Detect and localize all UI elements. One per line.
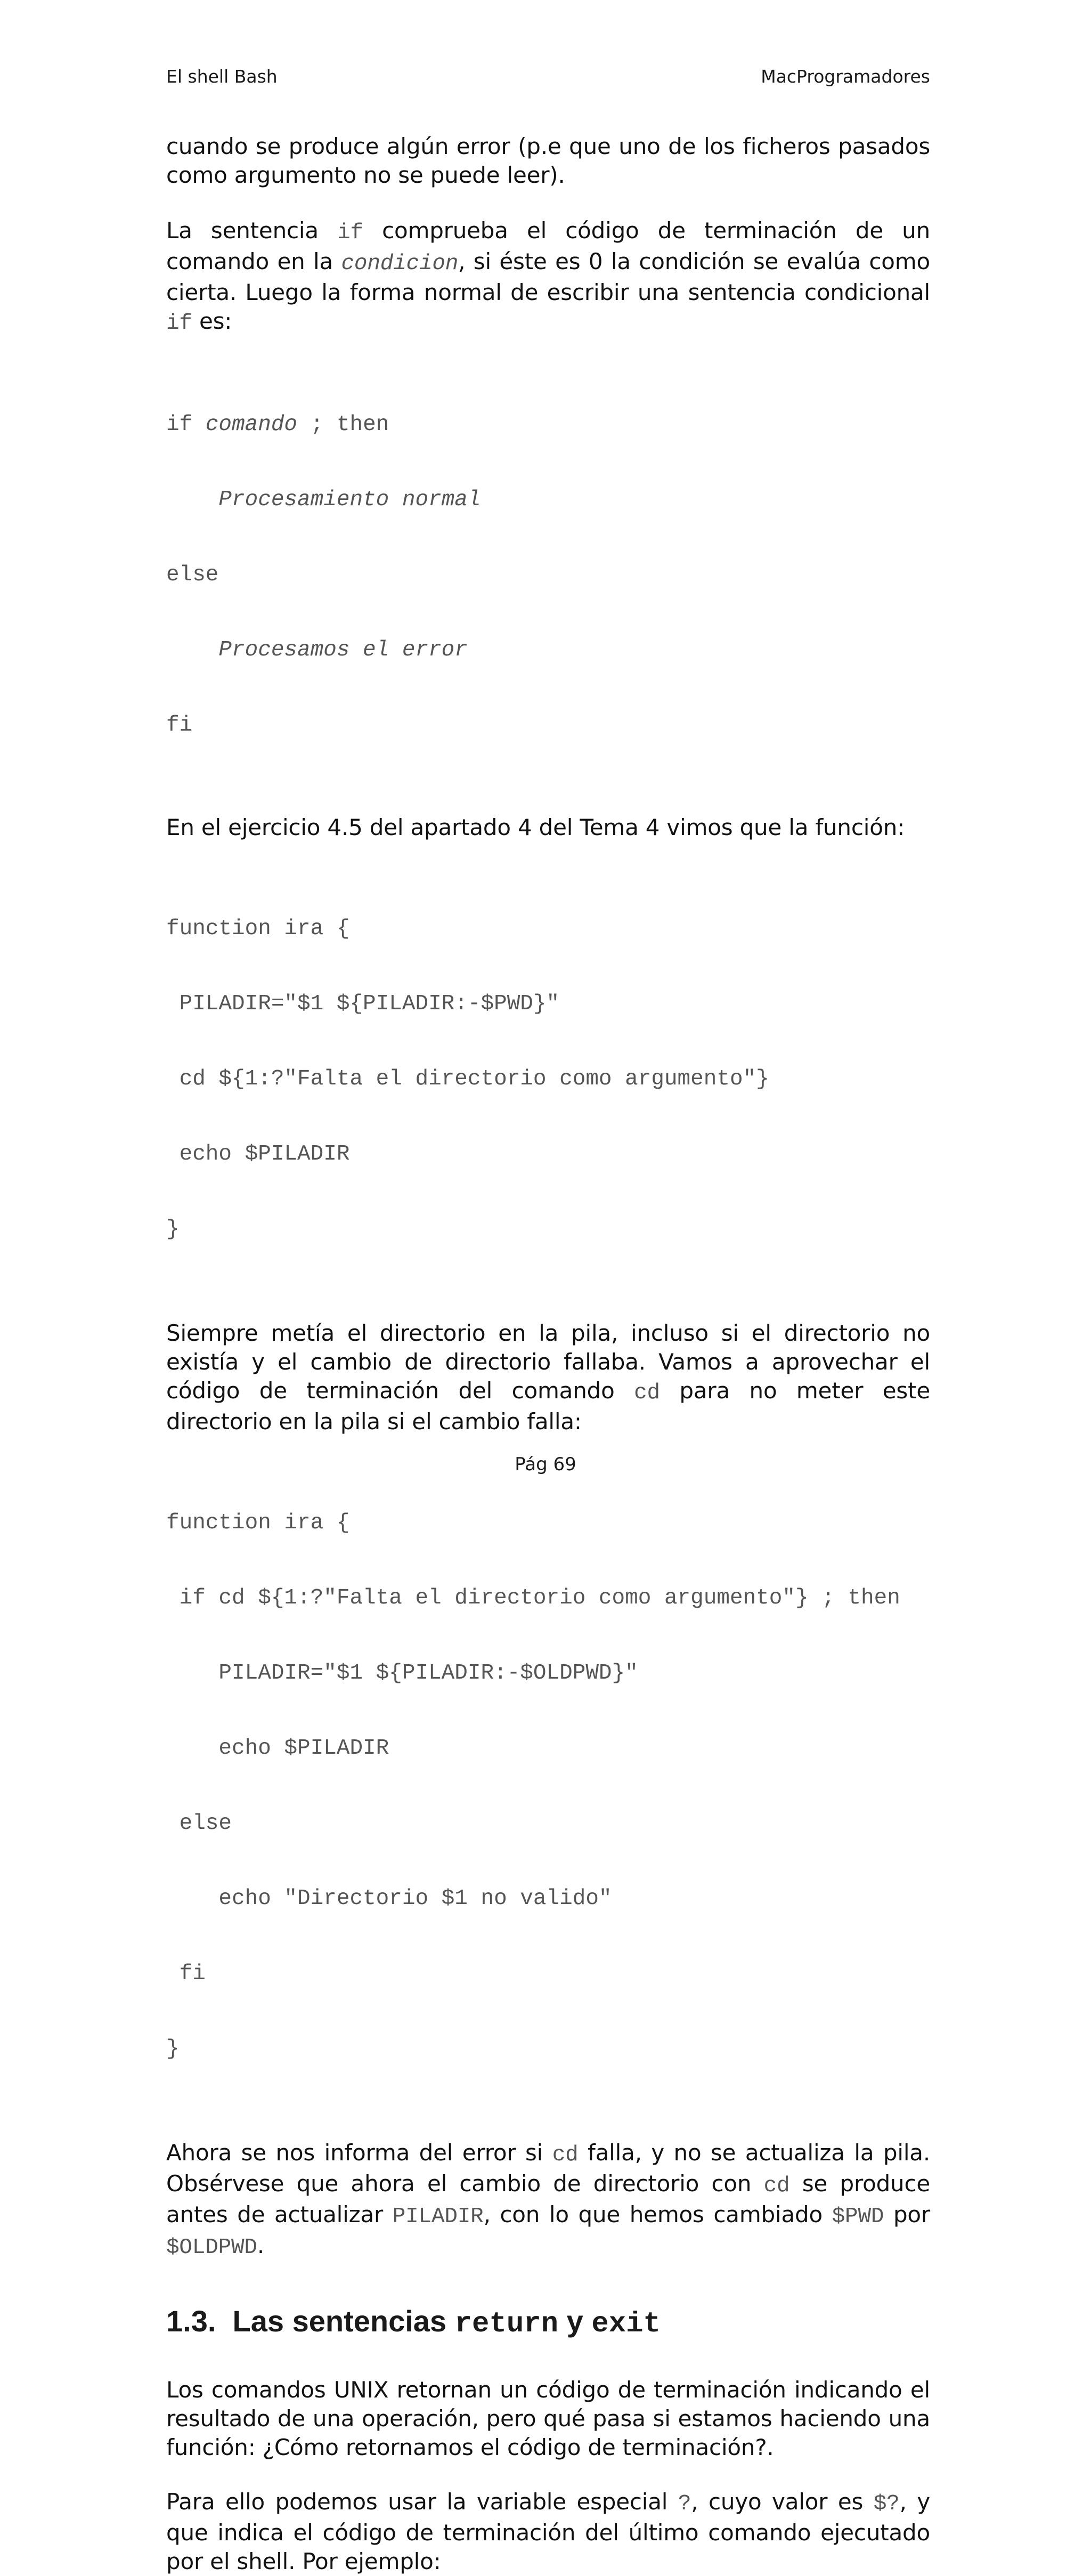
paragraph-7: [166, 2488, 930, 2576]
code3-line: function ira {: [166, 1511, 350, 1535]
p5-code-piladir: PILADIR: [392, 2205, 484, 2229]
section-code-exit: exit: [591, 2308, 661, 2340]
code3-line: else: [166, 1811, 232, 1836]
section-number: 1.3.: [166, 2304, 216, 2338]
p5-code-cd: cd: [552, 2143, 579, 2167]
page-number: Pág 69: [515, 1454, 576, 1475]
code1-line-3: else: [166, 563, 219, 587]
paragraph-5: [166, 2138, 930, 2262]
p2-code-if: if: [337, 221, 363, 245]
code-block-1: [166, 362, 930, 788]
p7-text-b: , cuyo valor es: [691, 2489, 874, 2515]
p4-code-cd: cd: [634, 1381, 660, 1405]
header-right: MacProgramadores: [761, 66, 930, 87]
p2-text-d: es:: [192, 308, 232, 334]
code1-line-4: Procesamos el error: [166, 638, 468, 662]
paragraph-4: [166, 1319, 930, 1436]
header-left: El shell Bash: [166, 66, 278, 87]
code3-line: PILADIR="$1 ${PILADIR:-$OLDPWD}": [166, 1661, 638, 1686]
code-block-3: [166, 1461, 930, 2112]
p5-text-b: falla, y no se actualiza la pila. Obsérvese que ahora el cambio de directorio con: [166, 2140, 930, 2197]
code2-line: cd ${1:?"Falta el directorio como argumento"}: [166, 1067, 769, 1091]
p2-code-condicion: condicion: [341, 252, 459, 276]
code2-line: }: [166, 1217, 180, 1242]
p7-text-c: , y que indica el código de terminación del último comando ejecutado por el shell. Por ejemplo:: [166, 2489, 930, 2574]
p7-code-q: ?: [678, 2492, 691, 2516]
p5-text-d: , con lo que hemos cambiado: [483, 2201, 832, 2227]
p5-text-f: .: [257, 2232, 264, 2258]
section-code-return: return: [454, 2308, 559, 2340]
page-header: [166, 66, 930, 87]
paragraph-3: En el ejercicio 4.5 del apartado 4 del Tema 4 vimos que la función:: [166, 814, 905, 840]
p2-text-b: comprueba el código de terminación de un comando en la: [166, 217, 930, 274]
p4-text-a: Siempre metía el directorio en la pila, incluso si el directorio no existía y el cambio de directorio fallaba. Vamos a aprovechar el código de terminación del comando: [166, 1320, 930, 1404]
paragraph-2: [166, 216, 930, 338]
code-block-2: [166, 866, 930, 1292]
p5-code-cd-2: cd: [763, 2174, 790, 2198]
p2-code-if-2: if: [166, 311, 192, 336]
code2-line: echo $PILADIR: [166, 1142, 350, 1167]
p2-text-a: La sentencia: [166, 217, 338, 244]
p2-text-c: , si éste es 0 la condición se evalúa como cierta. Luego la forma normal de escribir una sentencia condicional: [166, 248, 930, 305]
code3-line: echo "Directorio $1 no valido": [166, 1886, 612, 1911]
code2-line: function ira {: [166, 917, 350, 941]
p7-text-a: Para ello podemos usar la variable especial: [166, 2489, 678, 2515]
code2-line: PILADIR="$1 ${PILADIR:-$PWD}": [166, 992, 560, 1016]
code3-line: if cd ${1:?"Falta el directorio como argumento"} ; then: [166, 1586, 900, 1610]
p5-text-c: se produce antes de actualizar: [166, 2170, 930, 2227]
code3-line: fi: [166, 1962, 206, 1986]
section-title-y: y: [558, 2304, 592, 2338]
code1-line-1: if comando ; then: [166, 412, 389, 437]
p5-code-oldpwd: $OLDPWD: [166, 2235, 257, 2260]
paragraph-1: cuando se produce algún error (p.e que uno de los ficheros pasados como argumento no se puede leer).: [166, 133, 930, 188]
paragraph-6: Los comandos UNIX retornan un código de terminación indicando el resultado de una operación, pero qué pasa si estamos haciendo una función: ¿Cómo retornamos el código de terminación?.: [166, 2377, 930, 2460]
code1-line-2: Procesamiento normal: [166, 488, 481, 512]
p5-code-pwd: $PWD: [832, 2205, 884, 2229]
code3-line: echo $PILADIR: [166, 1736, 389, 1761]
code3-line: }: [166, 2037, 180, 2061]
p7-code-dq: $?: [873, 2492, 900, 2516]
p4-text-b: para no meter este directorio en la pila si el cambio falla:: [166, 1378, 930, 1435]
section-title-a: Las sentencias: [232, 2304, 455, 2338]
section-heading: [166, 2304, 930, 2340]
page-body: [166, 132, 930, 2576]
p5-text-e: por: [884, 2201, 930, 2227]
code1-line-5: fi: [166, 713, 193, 738]
p5-text-a: Ahora se nos informa del error si: [166, 2140, 552, 2166]
